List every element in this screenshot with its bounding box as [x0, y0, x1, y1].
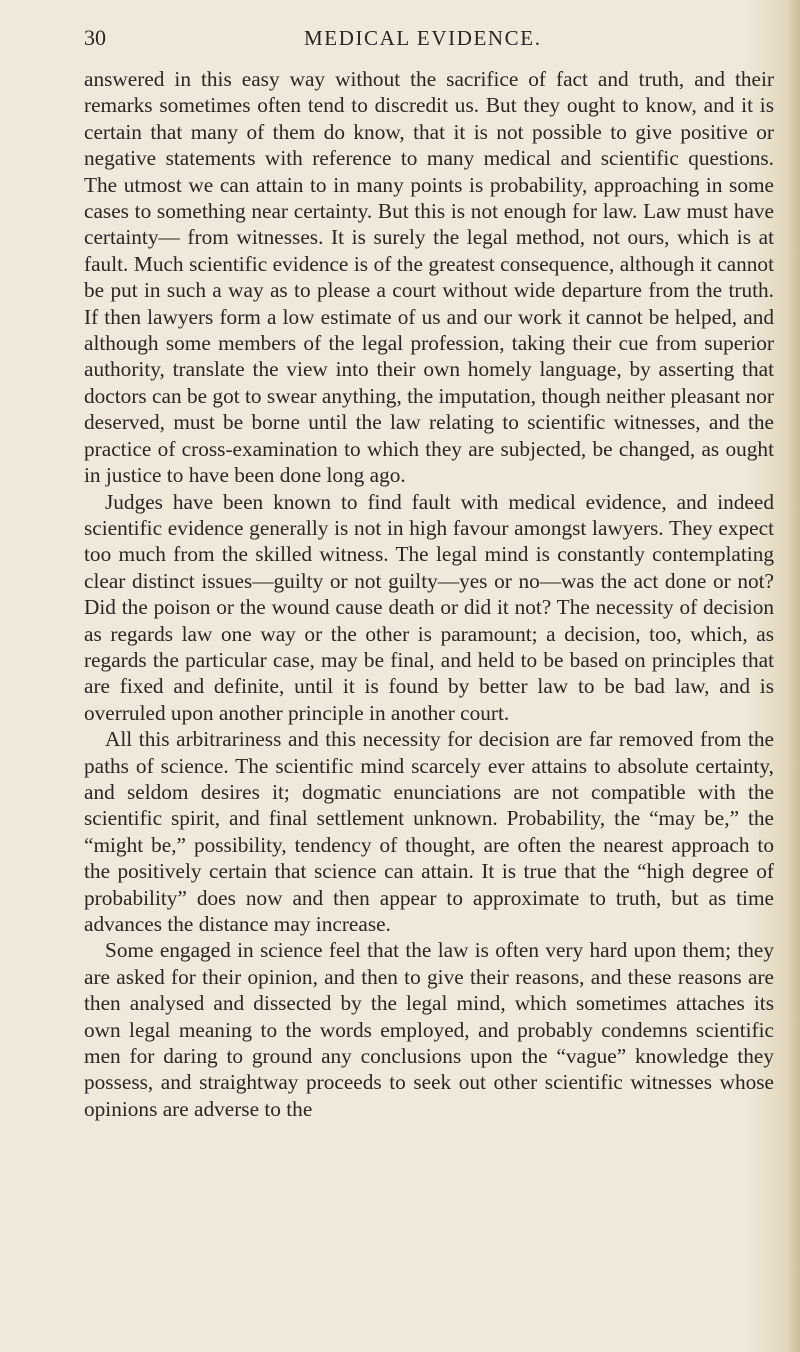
- paragraph-continued: answered in this easy way without the sacrifice of fact and truth, and their remarks sometimes often tend to discredit us. But they ought to know, and it is certain that many of them do know, that it is not possible to give positive or negative statements with reference to many medical and scientific questions. The utmost we can attain to in many points is probability, approaching in some cases to something near certainty. But this is not enough for law. Law must have certainty— from witnesses. It is surely the legal method, not ours, which is at fault. Much scientific evidence is of the greatest consequence, although it cannot be put in such a way as to please a court without wide departure from the truth. If then lawyers form a low estimate of us and our work it cannot be helped, and although some members of the legal profession, taking their cue from superior authority, translate the view into their own homely language, by asserting that doctors can be got to swear anything, the imputation, though neither pleasant nor deserved, must be borne until the law relating to scientific witnesses, and the practice of cross-examination to which they are subjected, be changed, as ought in justice to have been done long ago.: [84, 67, 774, 488]
- body-text: [84, 66, 774, 1122]
- running-head: [84, 25, 774, 55]
- running-title: MEDICAL EVIDENCE.: [304, 26, 542, 50]
- page-number: 30: [84, 25, 106, 50]
- page-edge-shadow: [786, 0, 800, 1352]
- paragraph-judges: Judges have been known to find fault with medical evidence, and indeed scientific evidence generally is not in high favour amongst lawyers. They expect too much from the skilled witness. The legal mind is constantly contemplating clear distinct issues—guilty or not guilty—yes or no—was the act done or not? Did the poison or the wound cause death or did it not? The necessity of decision as regards law one way or the other is paramount; a decision, too, which, as regards the particular case, may be final, and held to be based on principles that are fixed and definite, until it is found by better law to be bad law, and is overruled upon another principle in another court.: [84, 489, 774, 725]
- paragraph-arbitrariness: All this arbitrariness and this necessity for decision are far removed from the paths of science. The scientific mind scarcely ever attains to absolute certainty, and seldom desires it; dogmatic enunciations are not compatible with the scientific spirit, and final settlement unknown. Probability, the “may be,” the “might be,” possibility, tendency of thought, are often the nearest approach to the positively certain that science can attain. It is true that the “high degree of probability” does now and then appear to approximate to truth, but as time advances the distance may increase.: [84, 727, 774, 936]
- paragraph-science-law: Some engaged in science feel that the law is often very hard upon them; they are asked for their opinion, and then to give their reasons, and these reasons are then analysed and dissected by the legal mind, which sometimes attaches its own legal meaning to the words employed, and probably condemns scientific men for daring to ground any conclusions upon the “vague” knowledge they possess, and straightway proceeds to seek out other scientific witnesses whose opinions are adverse to the: [84, 938, 774, 1121]
